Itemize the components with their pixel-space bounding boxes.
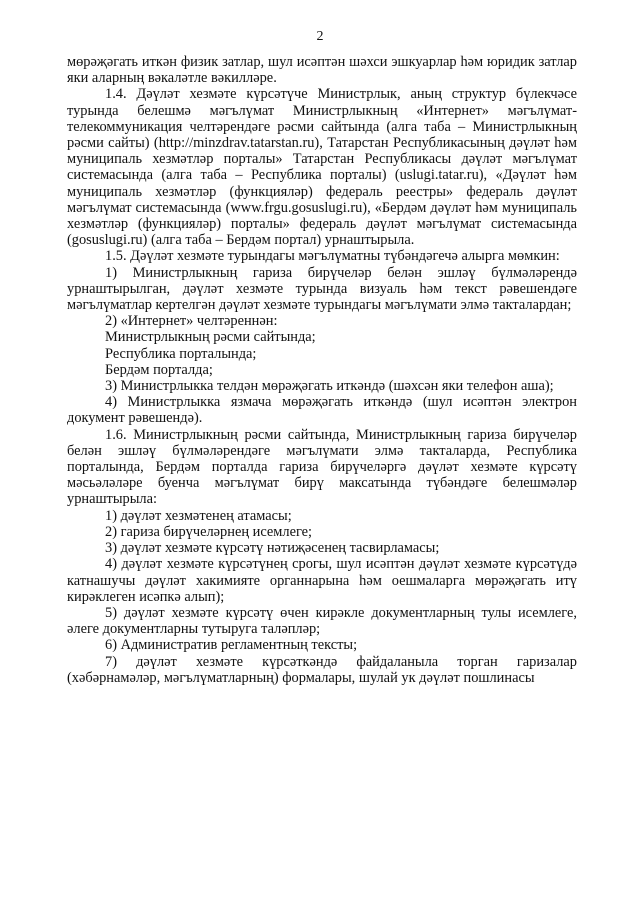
page-number: 2 (316, 29, 324, 44)
list-item-1-5-2: 2) «Интернет» челтәреннән: (105, 313, 278, 330)
list-item-1-6-3: 3) дәүләт хезмәте күрсәтү нәтиҗәсенең тасвирламасы; (105, 540, 440, 557)
list-item-1-6-5: 5) дәүләт хезмәте күрсәтү өчен кирәкле документларның тулы исемлеге, әлеге документларны тутыруга таләпләр; (67, 604, 577, 638)
paragraph-1-5: 1.5. Дәүләт хезмәте турындагы мәгълүматны түбәндәгечә алырга мөмкин: (105, 248, 560, 265)
list-item-1-6-1: 1) дәүләт хезмәтенең атамасы; (105, 507, 292, 524)
paragraph-1-4: 1.4. Дәүләт хезмәте күрсәтүче Министрлык, аның структур бүлекчәсе турында белешмә мәгълүмат Министрлыкның «Интернет» мәгълүмат-телекоммуникация челтәрендәге рәсми сайтында (алга таба – Министрлыкның рәсми сайты) (http://minzdrav.tatarstan.ru), Татарстан Республикасының дәүләт һәм муниципаль хезмәтләр порталы» Татарстан Республикасы дәүләт мәгълүмат системасында (алга таба – Республика порталы) (uslugi.tatar.ru), «Дәүләт һәм муниципаль хезмәтләр (функцияләр) федераль реестры» федераль дәүләт мәгълүмат системасында (www.frgu.gosuslugi.ru), «Бердәм дәүләт һәм муниципаль хезмәтләр (функцияләр) порталы» федераль дәүләт мәгълүмат системасында (gosuslugi.ru) (алга таба – Бердәм портал) урнаштырыла. (67, 86, 577, 249)
list-subitem-republic-portal: Республика порталында; (105, 345, 257, 362)
list-item-1-6-7: 7) дәүләт хезмәте күрсәткәндә файдаланыла торган гаризалар (хәбәрнамәләр, мәгълүматларның) формалары, шулай ук дәүләт пошлинасы (67, 653, 577, 686)
list-item-1-5-1: 1) Министрлыкның гариза бирүчеләр белән эшләү бүлмәләрендә урнаштырылган, дәүләт хезмәте турында визуаль һәм текст рәвешендәге мәгълүматлар кертелгән дәүләт хезмәте турындагы мәгълүмати элмә такталардан; (67, 264, 577, 314)
paragraph-continuation: мөрәҗәгать иткән физик затлар, шул исәптән шәхси эшкуарлар һәм юридик затлар яки аларның вәкаләтле вәкилләре. (67, 54, 577, 87)
list-item-1-6-2: 2) гариза бирүчеләрнең исемлеге; (105, 523, 313, 540)
document-body (67, 54, 577, 686)
list-item-1-5-3: 3) Министрлыкка телдән мөрәҗәгать иткәндә (шәхсән яки телефон аша); (105, 378, 554, 395)
list-item-1-6-6: 6) Административ регламентның тексты; (105, 637, 358, 654)
list-item-1-6-4: 4) дәүләт хезмәте күрсәтүнең срогы, шул исәптән дәүләт хезмәте күрсәтүдә катнашучы дәүләт хакимияте органнарына һәм оешмаларга мөрәҗәгать итү кирәклеген исәпкә алып); (67, 556, 577, 605)
list-item-1-5-4: 4) Министрлыкка язмача мөрәҗәгать иткәндә (шул исәптән электрон документ рәвешендә). (67, 394, 577, 427)
paragraph-1-6: 1.6. Министрлыкның рәсми сайтында, Министрлыкның гариза бирүчеләр белән эшләү бүлмәләрендәге мәгълүмати элмә такталарда, Республика порталында, Бердәм порталда гариза бирүчеләргә дәүләт хезмәте күрсәтү мәсьәләләре буенча мәгълүмат бирү максатында түбәндәге белешмәләр урнаштырыла: (67, 426, 577, 508)
list-subitem-official-site: Министрлыкның рәсми сайтында; (105, 329, 316, 346)
list-subitem-unified-portal: Бердәм порталда; (105, 361, 213, 378)
